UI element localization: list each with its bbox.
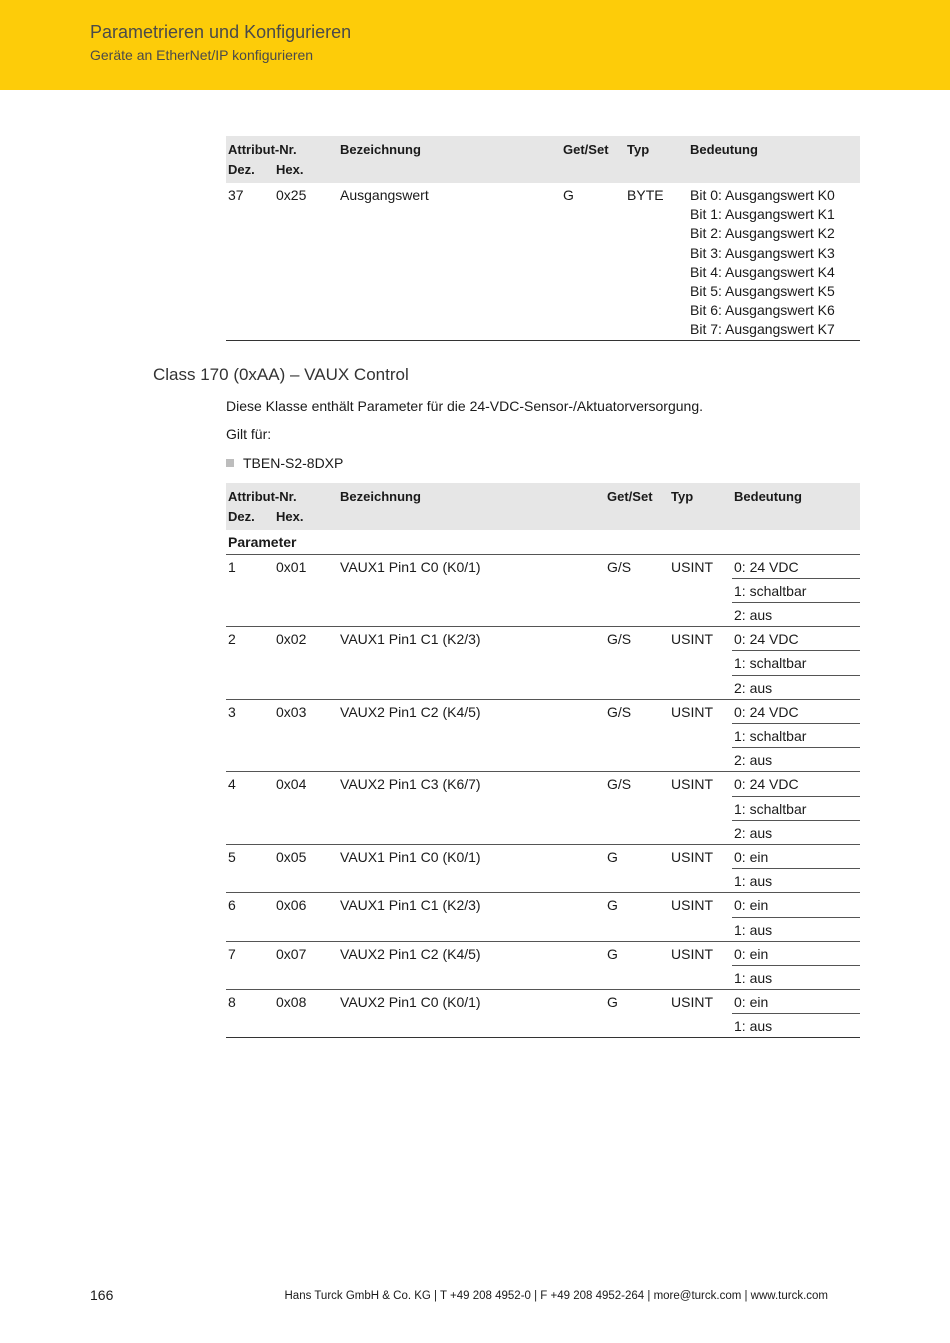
table-row <box>226 183 860 340</box>
meaning-line: Bit 0: Ausgangswert K0 <box>690 187 835 203</box>
cell-meaning: 0: 24 VDC <box>732 772 860 796</box>
applies-label: Gilt für: <box>226 426 272 442</box>
meaning-line: Bit 4: Ausgangswert K4 <box>690 263 835 280</box>
cell-meaning: 0: ein <box>732 990 860 1014</box>
table-row <box>226 941 860 965</box>
header-hex: Hex. <box>274 160 338 183</box>
cell-name: Ausgangswert <box>340 187 429 203</box>
cell-meaning: 1: aus <box>732 1014 860 1038</box>
meaning-line: Bit 3: Ausgangswert K3 <box>690 244 835 261</box>
header-meaning: Bedeutung <box>732 483 860 507</box>
meaning-line: Bit 2: Ausgangswert K2 <box>690 225 835 242</box>
table-row <box>226 627 860 651</box>
section-label: Parameter <box>228 534 297 550</box>
cell-getset: G <box>605 893 669 941</box>
cell-dez: 5 <box>226 844 274 892</box>
header-name: Bezeichnung <box>338 483 605 507</box>
cell-meaning: 1: schaltbar <box>732 578 860 602</box>
cell-type: BYTE <box>627 187 664 203</box>
cell-hex: 0x08 <box>274 990 338 1038</box>
table-row <box>226 990 860 1014</box>
page-number: 166 <box>90 1287 114 1303</box>
cell-type: USINT <box>669 772 732 845</box>
table-row <box>226 772 860 796</box>
cell-getset: G/S <box>605 772 669 845</box>
header-getset: Get/Set <box>605 483 669 507</box>
cell-dez: 4 <box>226 772 274 845</box>
table-section-row <box>226 530 860 554</box>
cell-meaning: 1: schaltbar <box>732 796 860 820</box>
table-row <box>226 844 860 868</box>
section-title: Class 170 (0xAA) – VAUX Control <box>153 365 409 384</box>
table-row <box>226 554 860 578</box>
cell-meaning: 1: aus <box>732 965 860 989</box>
cell-dez: 2 <box>226 627 274 700</box>
cell-name: VAUX2 Pin1 C2 (K4/5) <box>338 941 605 989</box>
cell-getset: G <box>605 844 669 892</box>
cell-type: USINT <box>669 990 732 1038</box>
attribute-table-2 <box>226 483 860 1038</box>
cell-meaning: 0: ein <box>732 893 860 917</box>
header-name: Bezeichnung <box>338 136 561 160</box>
cell-name: VAUX2 Pin1 C0 (K0/1) <box>338 990 605 1038</box>
cell-dez: 8 <box>226 990 274 1038</box>
cell-hex: 0x05 <box>274 844 338 892</box>
cell-type: USINT <box>669 554 732 627</box>
meaning-line: Bit 5: Ausgangswert K5 <box>690 283 835 300</box>
cell-getset: G <box>605 941 669 989</box>
cell-hex: 0x25 <box>276 187 307 203</box>
cell-type: USINT <box>669 893 732 941</box>
meaning-line: Bit 1: Ausgangswert K1 <box>690 206 835 223</box>
cell-hex: 0x07 <box>274 941 338 989</box>
cell-dez: 37 <box>228 187 244 203</box>
header-meaning: Bedeutung <box>688 136 860 160</box>
table-row <box>226 699 860 723</box>
cell-name: VAUX2 Pin1 C2 (K4/5) <box>338 699 605 772</box>
cell-meaning: 0: 24 VDC <box>732 627 860 651</box>
cell-name: VAUX1 Pin1 C0 (K0/1) <box>338 844 605 892</box>
cell-type: USINT <box>669 699 732 772</box>
cell-meaning: 0: ein <box>732 941 860 965</box>
cell-dez: 6 <box>226 893 274 941</box>
header-attribute-nr: Attribut-Nr. <box>226 136 338 160</box>
meaning-line: Bit 6: Ausgangswert K6 <box>690 302 835 319</box>
cell-type: USINT <box>669 627 732 700</box>
cell-name: VAUX1 Pin1 C0 (K0/1) <box>338 554 605 627</box>
cell-type: USINT <box>669 844 732 892</box>
cell-name: VAUX1 Pin1 C1 (K2/3) <box>338 893 605 941</box>
cell-dez: 7 <box>226 941 274 989</box>
header-dez: Dez. <box>226 507 274 530</box>
applies-list-item <box>226 455 343 471</box>
cell-meaning: 1: aus <box>732 869 860 893</box>
cell-getset: G/S <box>605 554 669 627</box>
cell-meaning: 2: aus <box>732 748 860 772</box>
cell-meaning: 0: 24 VDC <box>732 554 860 578</box>
cell-meaning: 1: schaltbar <box>732 651 860 675</box>
cell-getset: G/S <box>605 699 669 772</box>
cell-meaning: 2: aus <box>732 603 860 627</box>
cell-meaning: 1: schaltbar <box>732 724 860 748</box>
cell-meaning: 1: aus <box>732 917 860 941</box>
cell-meaning: 0: 24 VDC <box>732 699 860 723</box>
cell-meaning: 0: ein <box>732 844 860 868</box>
footer-company-info: Hans Turck GmbH & Co. KG | T +49 208 4952-0 | F +49 208 4952-264 | more@turck.com | www.turck.com <box>284 1290 828 1302</box>
cell-hex: 0x03 <box>274 699 338 772</box>
meaning-line: Bit 7: Ausgangswert K7 <box>690 321 835 338</box>
cell-name: VAUX1 Pin1 C1 (K2/3) <box>338 627 605 700</box>
chapter-title: Parametrieren und Konfigurieren <box>90 22 352 42</box>
cell-dez: 3 <box>226 699 274 772</box>
header-hex: Hex. <box>274 507 338 530</box>
cell-hex: 0x01 <box>274 554 338 627</box>
table-row <box>226 893 860 917</box>
cell-meaning: 2: aus <box>732 820 860 844</box>
cell-meaning <box>688 183 860 340</box>
header-attribute-nr: Attribut-Nr. <box>226 483 338 507</box>
header-getset: Get/Set <box>561 136 625 160</box>
cell-hex: 0x06 <box>274 893 338 941</box>
cell-getset: G <box>563 187 574 203</box>
cell-meaning: 2: aus <box>732 675 860 699</box>
header-dez: Dez. <box>226 160 274 183</box>
header-type: Typ <box>625 136 688 160</box>
cell-dez: 1 <box>226 554 274 627</box>
attribute-table-1 <box>226 136 860 341</box>
cell-hex: 0x02 <box>274 627 338 700</box>
cell-getset: G <box>605 990 669 1038</box>
cell-name: VAUX2 Pin1 C3 (K6/7) <box>338 772 605 845</box>
cell-getset: G/S <box>605 627 669 700</box>
bullet-square-icon <box>226 459 234 467</box>
applies-item-text: TBEN-S2-8DXP <box>243 455 344 471</box>
header-type: Typ <box>669 483 732 507</box>
cell-hex: 0x04 <box>274 772 338 845</box>
chapter-subtitle: Geräte an EtherNet/IP konfigurieren <box>90 47 314 63</box>
section-description: Diese Klasse enthält Parameter für die 24-VDC-Sensor-/Aktuatorversorgung. <box>226 398 703 414</box>
cell-type: USINT <box>669 941 732 989</box>
page-header <box>0 0 950 90</box>
